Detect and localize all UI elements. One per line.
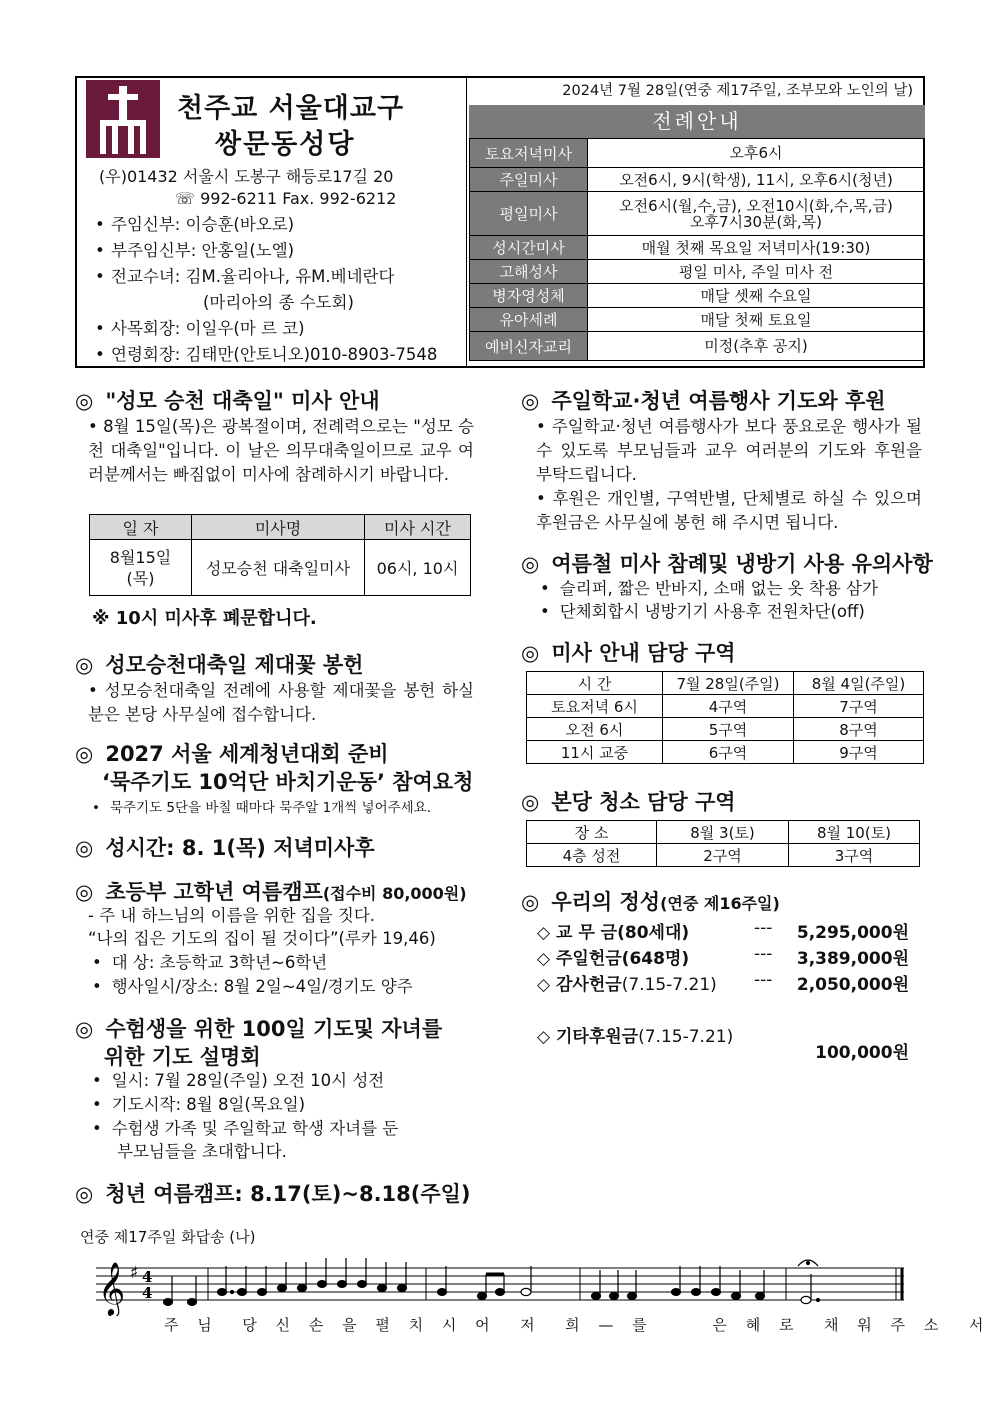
psalm-title: 연중 제17주일 화답송 (나)	[80, 1228, 256, 1246]
liturgy-schedule-table	[469, 138, 925, 361]
exam-prayer-date: • 일시: 7월 28일(주일) 오전 10시 성전	[92, 1069, 384, 1093]
table-cell: 2구역	[657, 844, 789, 867]
section-mass-guide-title: ◎ 미사 안내 담당 구역	[521, 641, 736, 665]
staff-sisters: • 전교수녀: 김M.율리아나, 유M.베네란다	[91, 264, 463, 290]
church-phone: ☏ 992-6211 Fax. 992-6212	[175, 189, 397, 208]
church-address: (우)01432 서울시 도봉구 해등로17길 20	[99, 167, 394, 186]
table-cell: 3구역	[789, 844, 920, 867]
section-summer-events-title: ◎ 주일학교·청년 여름행사 기도와 후원	[521, 389, 886, 413]
section-kids-camp-title: ◎ 초등부 고학년 여름캠프(접수비 80,000원)	[75, 880, 467, 904]
table-header: 미사 시간	[365, 515, 471, 540]
liturgy-row	[470, 168, 925, 192]
liturgy-label: 토요저녁미사	[470, 139, 588, 168]
church-logo-icon	[86, 80, 160, 158]
table-header: 8월 3(토)	[657, 821, 789, 844]
liturgy-row	[470, 308, 925, 332]
kids-camp-target: • 대 상: 초등학교 3학년~6학년	[92, 951, 327, 975]
church-name: 쌍문동성당	[215, 129, 356, 160]
staff-pastor: • 주임신부: 이승훈(바오로)	[91, 212, 463, 238]
liturgy-row	[470, 332, 925, 361]
offering-amount: 100,000원	[815, 1043, 909, 1063]
liturgy-label: 예비신자교리	[470, 332, 588, 361]
liturgy-value: 오후6시	[588, 139, 925, 168]
offering-label: ◇ 주일헌금(648명)	[537, 949, 690, 969]
table-cell: 4구역	[663, 695, 794, 718]
liturgy-value: 매달 첫째 토요일	[588, 308, 925, 332]
table-row	[527, 695, 924, 718]
staff-funeral-president: • 연령회장: 김태만(안토니오)010-8903-7548	[91, 342, 463, 368]
table-header: 시 간	[527, 672, 663, 695]
section-exam-prayer-title: ◎ 수험생을 위한 100일 기도및 자녀를	[75, 1017, 443, 1041]
liturgy-value-line1: 오전6시(월,수,금), 오전10시(화,수,목,금)	[619, 196, 893, 215]
table-header: 8월 4일(주일)	[794, 672, 924, 695]
section-summer-notes-title: ◎ 여름철 미사 참례및 냉방기 사용 유의사항	[521, 552, 933, 576]
section-assumption-mass-body: • 8월 15일(목)은 광복절이며, 전례력으로는 "성모 승천 대축일"입니다. 이 날은 의무대축일이므로 교우 여러분께서는 빠짐없이 미사에 참례하시기 바랍니다.	[88, 417, 474, 484]
table-row	[527, 741, 924, 764]
offering-amount: 5,295,000원	[796, 923, 909, 943]
exam-prayer-start: • 기도시작: 8월 8일(목요일)	[92, 1093, 305, 1117]
kids-camp-schedule: • 행사일시/장소: 8월 2일~4일/경기도 양주	[92, 975, 413, 999]
section-exam-prayer-subtitle: 위한 기도 설명회	[104, 1045, 261, 1069]
table-cell: 9구역	[794, 741, 924, 764]
summer-notes-dress: • 슬리퍼, 짧은 반바지, 소매 없는 옷 착용 삼가	[540, 577, 878, 601]
church-info-panel	[77, 78, 467, 366]
offering-label: ◇ 교 무 금(80세대)	[537, 923, 690, 943]
staff-assistant: • 부주임신부: 안홍일(노엘)	[91, 238, 463, 264]
kids-camp-line2: “나의 집은 기도의 집이 될 것이다”(루카 19,46)	[88, 929, 436, 948]
section-wyd-bullet: • 묵주기도 5단을 바칠 때마다 묵주알 1개씩 넣어주세요.	[92, 796, 431, 820]
section-youth-camp-title: ◎ 청년 여름캠프: 8.17(토)~8.18(주일)	[75, 1182, 471, 1206]
table-cell: 7구역	[794, 695, 924, 718]
liturgy-label: 주일미사	[470, 168, 588, 192]
staff-council-president: • 사목회장: 이일우(마 르 코)	[91, 316, 463, 342]
offering-dash: ---	[754, 918, 773, 938]
table-cell: 오전 6시	[527, 718, 663, 741]
section-assumption-mass-title: ◎ "성모 승천 대축일" 미사 안내	[75, 389, 380, 413]
table-cell-time: 06시, 10시	[365, 540, 471, 596]
offering-dash: ---	[754, 944, 773, 964]
kids-camp-line1: - 주 내 하느님의 이름을 위한 집을 짓다.	[88, 906, 375, 925]
staff-list	[91, 212, 463, 368]
time-signature	[142, 1268, 152, 1302]
exam-prayer-invite: • 수험생 가족 및 주일학교 학생 자녀를 둔	[92, 1117, 398, 1141]
table-cell-mass: 성모승천 대축일미사	[192, 540, 365, 596]
treble-clef-icon	[98, 1261, 125, 1316]
table-cell: 6구역	[663, 741, 794, 764]
table-row	[527, 844, 920, 867]
music-notes	[164, 1258, 820, 1305]
section-offering-title: ◎ 우리의 정성(연중 제16주일)	[521, 890, 780, 914]
liturgy-value: 오전6시, 9시(학생), 11시, 오후6시(청년)	[588, 168, 925, 192]
summer-events-body2: • 후원은 개인별, 구역반별, 단체별로 하실 수 있으며 후원금은 사무실에 봉헌 해 주시면 됩니다.	[536, 489, 922, 532]
cleaning-table	[526, 820, 920, 867]
table-cell-date: 8월15일 (목)	[90, 540, 192, 596]
archdiocese-name: 천주교 서울대교구	[177, 93, 405, 124]
table-cell: 8구역	[794, 718, 924, 741]
section-cleaning-title: ◎ 본당 청소 담당 구역	[521, 790, 736, 814]
summer-events-body1: • 주일학교·청년 여름행사가 보다 풍요로운 행사가 될 수 있도록 부모님들과 교우 여러분의 기도와 후원을 부탁드립니다.	[536, 417, 922, 484]
bulletin-header	[75, 76, 925, 368]
liturgy-title: 전례안내	[469, 105, 925, 138]
offering-row	[537, 944, 917, 970]
liturgy-label: 병자영성체	[470, 284, 588, 308]
offering-row	[537, 970, 917, 996]
liturgy-row	[470, 260, 925, 284]
offering-label: ◇ 기타후원금(7.15-7.21)	[537, 1027, 734, 1047]
assumption-mass-table	[89, 514, 471, 596]
offering-label: ◇ 감사헌금(7.15-7.21)	[537, 975, 717, 995]
svg-text:♯: ♯	[130, 1263, 139, 1283]
liturgy-label: 고해성사	[470, 260, 588, 284]
section-holy-hour-title: ◎ 성시간: 8. 1(목) 저녁미사후	[75, 836, 375, 860]
section-altar-flowers-body: • 성모승천대축일 전례에 사용할 제대꽃을 봉헌 하실 분은 본당 사무실에 접수합니다.	[88, 681, 474, 724]
liturgy-value: 매월 첫째 목요일 저녁미사(19:30)	[588, 236, 925, 260]
offering-other-amount-row	[537, 1038, 917, 1064]
mass-guide-table	[526, 671, 924, 764]
liturgy-row	[470, 192, 925, 236]
table-header: 미사명	[192, 515, 365, 540]
liturgy-row	[470, 236, 925, 260]
sharp-icon	[130, 1263, 138, 1283]
summer-notes-aircon: • 단체회합시 냉방기기 사용후 전원차단(off)	[540, 600, 865, 624]
liturgy-label: 성시간미사	[470, 236, 588, 260]
section-altar-flowers-title: ◎ 성모승천대축일 제대꽃 봉헌	[75, 653, 364, 677]
time-sig-bottom: 4	[142, 1284, 153, 1302]
offering-amount: 3,389,000원	[796, 949, 909, 969]
liturgy-value: 미정(추후 공지)	[588, 332, 925, 361]
liturgy-label: 평일미사	[470, 192, 588, 236]
table-cell: 토요저녁 6시	[527, 695, 663, 718]
closing-note: ※ 10시 미사후 폐문합니다.	[92, 608, 317, 629]
bulletin-date: 2024년 7월 28일(연중 제17주일, 조부모와 노인의 날)	[562, 83, 913, 99]
time-sig-top: 4	[142, 1268, 153, 1286]
table-header: 7월 28일(주일)	[663, 672, 794, 695]
offering-dash: ---	[754, 970, 773, 990]
psalm-lyrics: 주 님 당 신 손 을 펼 치 시 어 저 희 — 를 은 혜 로 채 워 주 소 서	[164, 1316, 991, 1334]
section-wyd-title: ◎ 2027 서울 세계청년대회 준비	[75, 742, 389, 766]
offering-amount: 2,050,000원	[796, 975, 909, 995]
table-row	[527, 718, 924, 741]
music-staff	[96, 1252, 912, 1316]
section-wyd-subtitle: ‘묵주기도 10억단 바치기운동’ 참여요청	[102, 770, 474, 794]
exam-prayer-invite-cont: 부모님들을 초대합니다.	[117, 1142, 287, 1161]
table-cell: 11시 교중	[527, 741, 663, 764]
liturgy-row	[470, 284, 925, 308]
table-header: 장 소	[527, 821, 657, 844]
liturgy-value: 평일 미사, 주일 미사 전	[588, 260, 925, 284]
offering-row	[537, 918, 917, 944]
table-cell: 4층 성전	[527, 844, 657, 867]
liturgy-value-line2: 오후7시30분(화,목)	[689, 212, 823, 231]
table-header: 일 자	[90, 515, 192, 540]
liturgy-label: 유아세례	[470, 308, 588, 332]
staff-sisters-order: (마리아의 종 수도회)	[203, 293, 354, 312]
svg-text:𝄞: 𝄞	[98, 1261, 126, 1315]
liturgy-value	[588, 192, 925, 236]
liturgy-row	[470, 139, 925, 168]
table-header: 8월 10(토)	[789, 821, 920, 844]
table-cell: 5구역	[663, 718, 794, 741]
liturgy-value: 매달 셋째 수요일	[588, 284, 925, 308]
